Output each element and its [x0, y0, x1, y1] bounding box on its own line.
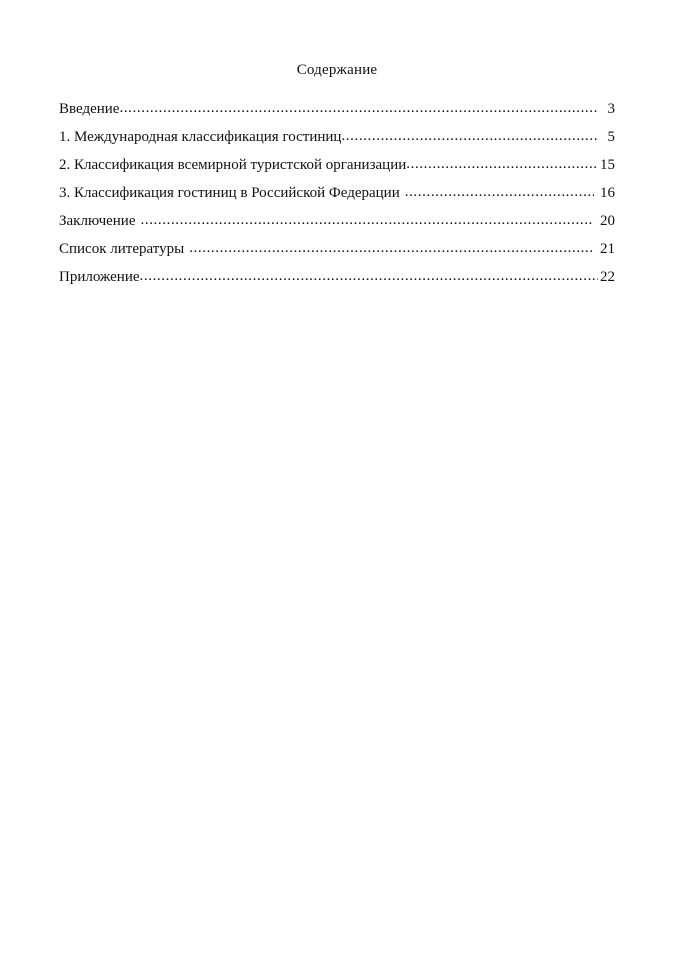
toc-entry[interactable] [59, 130, 615, 145]
toc-entry[interactable] [59, 270, 615, 285]
toc-leader-dots [189, 241, 594, 256]
toc-leader-dots [405, 185, 594, 200]
toc-leader-dots [140, 269, 598, 284]
toc-entry[interactable] [59, 214, 615, 229]
toc-entry-label: 3. Классификация гостиниц в Российской Федерации [59, 185, 400, 201]
toc-entry-page: 16 [600, 185, 615, 201]
toc-entry[interactable] [59, 158, 615, 173]
toc-entry-label: Введение [59, 101, 120, 117]
toc-leader-dots [406, 157, 598, 172]
toc-entry-page: 5 [607, 129, 615, 145]
toc-leader-dots [341, 129, 598, 144]
toc-entry[interactable] [59, 102, 615, 117]
toc-entry-page: 15 [600, 157, 615, 173]
toc-entry-page: 22 [600, 269, 615, 285]
toc-leader-dots [119, 101, 598, 116]
toc-entry-page: 3 [607, 101, 615, 117]
toc-entry-label: Заключение [59, 213, 136, 229]
table-of-contents [59, 79, 615, 285]
toc-entry[interactable] [59, 186, 615, 201]
toc-entry-label: Приложение [59, 269, 140, 285]
toc-entry-page: 21 [600, 241, 615, 257]
toc-leader-dots [141, 213, 595, 228]
toc-entry-label: 1. Международная классификация гостиниц [59, 129, 342, 145]
toc-entry-label: 2. Классификация всемирной туристской организации [59, 157, 407, 173]
page-title: Содержание [296, 62, 378, 78]
toc-entry-page: 20 [600, 213, 615, 229]
toc-entry-label: Список литературы [59, 241, 185, 257]
toc-entry[interactable] [59, 242, 615, 257]
